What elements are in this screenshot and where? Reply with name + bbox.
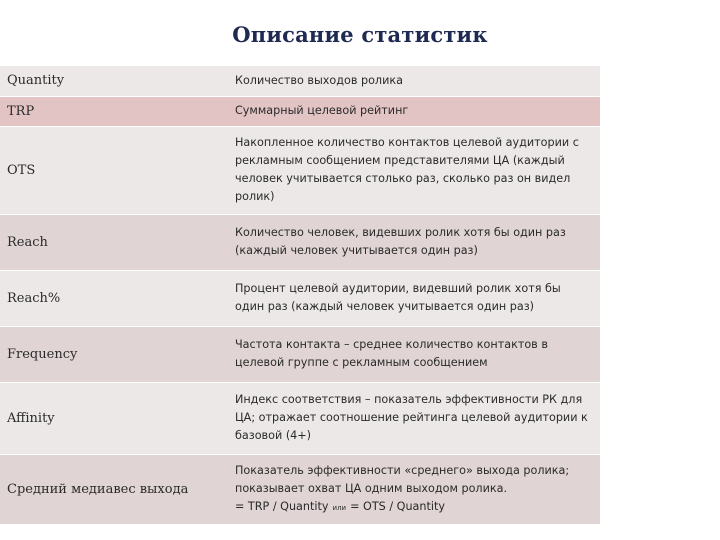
table-row bbox=[0, 454, 600, 524]
description-cell: Частота контакта – среднее количество контактов в целевой группе с рекламным сообщением bbox=[221, 326, 600, 382]
term-cell: Reach% bbox=[0, 270, 221, 326]
table-row bbox=[0, 382, 600, 454]
table-row bbox=[0, 270, 600, 326]
table-row bbox=[0, 66, 600, 96]
description-line: Показатель эффективности «среднего» выхода ролика; bbox=[235, 463, 570, 477]
term-cell: Reach bbox=[0, 214, 221, 270]
term-cell: Affinity bbox=[0, 382, 221, 454]
description-cell bbox=[221, 454, 600, 524]
page-title: Описание статистик bbox=[232, 22, 488, 47]
description-cell: Количество человек, видевших ролик хотя бы один раз (каждый человек учитывается один раз) bbox=[221, 214, 600, 270]
term-cell: Frequency bbox=[0, 326, 221, 382]
term-cell: Quantity bbox=[0, 66, 221, 96]
statistics-table bbox=[0, 66, 600, 524]
description-cell: Количество выходов ролика bbox=[221, 66, 600, 96]
formula-ots: = OTS / Quantity bbox=[350, 499, 445, 513]
term-cell: Средний медиавес выхода bbox=[0, 454, 221, 524]
table-row bbox=[0, 326, 600, 382]
formula-trp: = TRP / Quantity bbox=[235, 499, 329, 513]
description-cell: Суммарный целевой рейтинг bbox=[221, 96, 600, 126]
term-cell: OTS bbox=[0, 126, 221, 214]
description-cell: Индекс соответствия – показатель эффективности РК для ЦА; отражает соотношение рейтинга целевой аудитории к базовой (4+) bbox=[221, 382, 600, 454]
description-cell: Накопленное количество контактов целевой аудитории с рекламным сообщением представителями ЦА (каждый человек учитывается столько раз, сколько раз он видел ролик) bbox=[221, 126, 600, 214]
formula-line bbox=[235, 498, 590, 517]
description-line: показывает охват ЦА одним выходом ролика. bbox=[235, 481, 508, 495]
table-row bbox=[0, 126, 600, 214]
description-cell: Процент целевой аудитории, видевший ролик хотя бы один раз (каждый человек учитывается один раз) bbox=[221, 270, 600, 326]
term-cell: TRP bbox=[0, 96, 221, 126]
table-row bbox=[0, 96, 600, 126]
formula-separator: или bbox=[332, 503, 347, 512]
table-row bbox=[0, 214, 600, 270]
